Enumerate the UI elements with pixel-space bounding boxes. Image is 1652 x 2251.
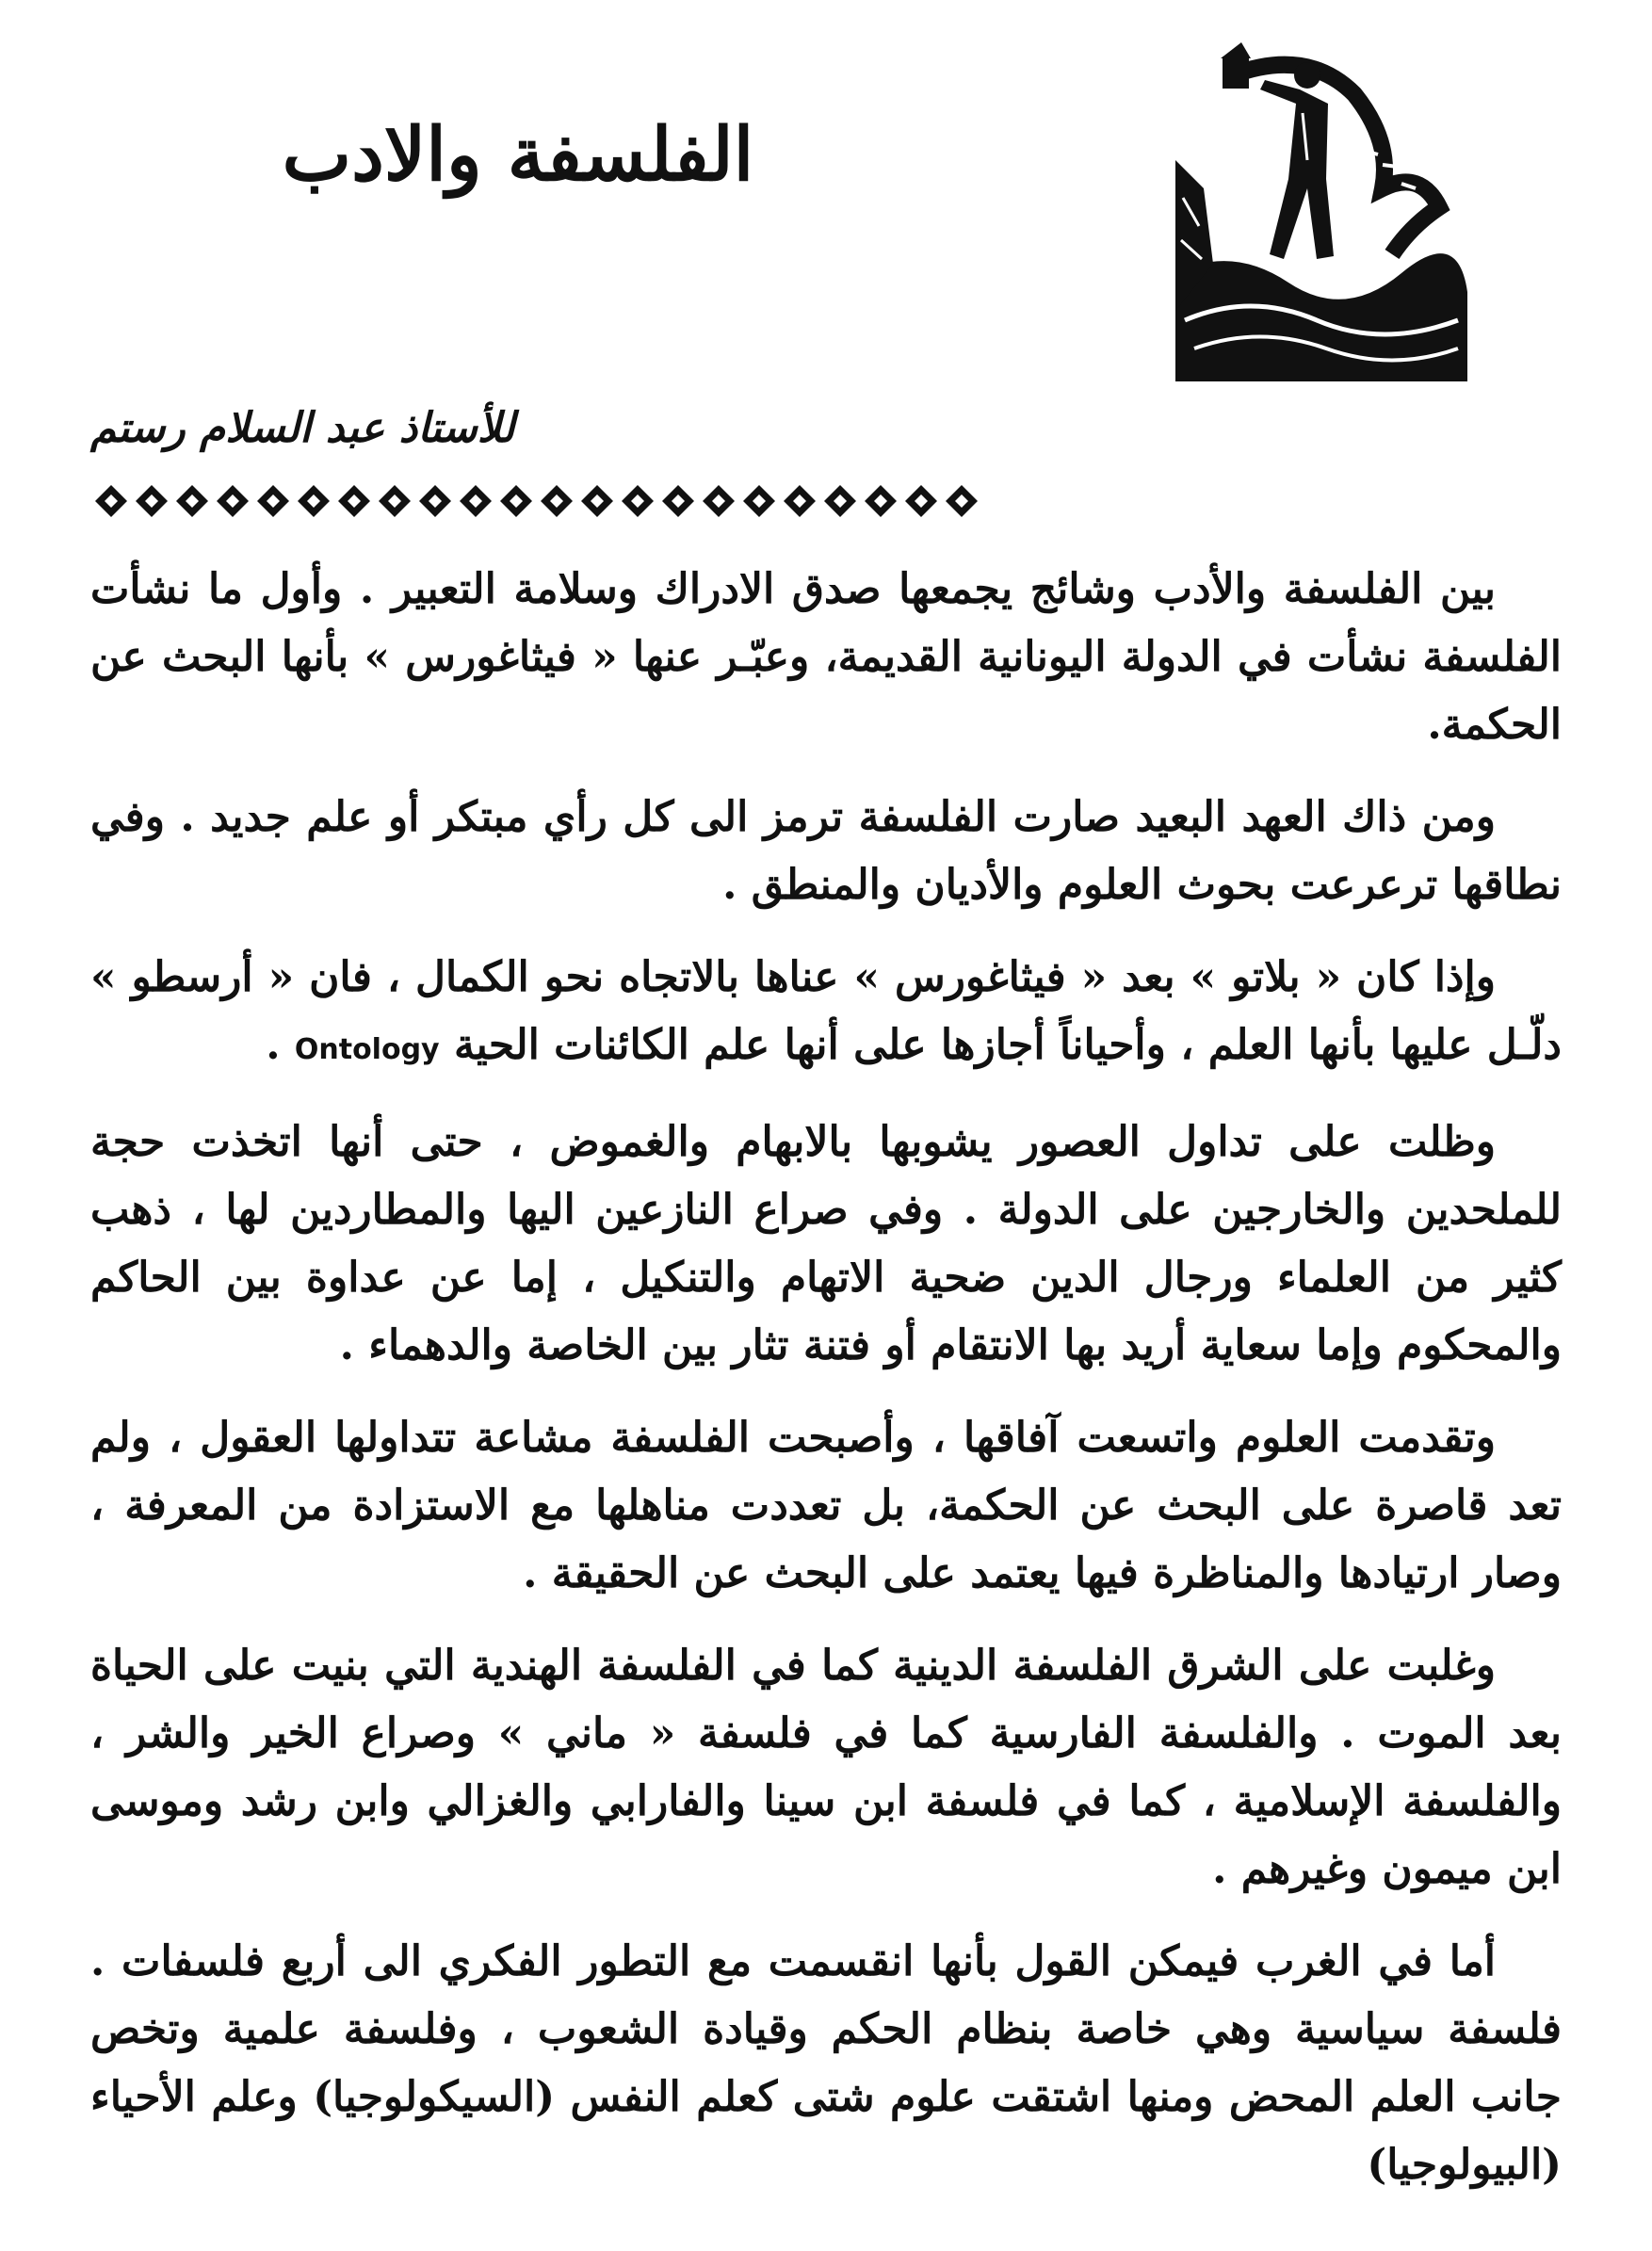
ontology-term: Ontology (294, 1033, 440, 1066)
paragraph-5: وتقدمت العلوم واتسعت آفاقها ، وأصبحت الفلسفة مشاعة تتداولها العقول ، ولم تعد قاصرة على البحث عن الحكمة، بل تعددت مناهلها مع الاستزادة من المعرفة ، وصار ارتيادها والمناظرة فيها يعتمد على البحث عن الحقيقة . (90, 1414, 1562, 1597)
paragraph-4: وظلت على تداول العصور يشوبها بالابهام والغموض ، حتى أنها اتخذت حجة للملحدين والخارجين على الدولة . وفي صراع النازعين اليها والمطاردين لها ، ذهب كثير من العلماء ورجال الدين ضحية الاتهام والتنكيل ، إما عن عداوة بين الحاكم والمحكوم وإما سعاية أريد بها الانتقام أو فتنة تثار بين الخاصة والدهماء . (90, 1118, 1562, 1369)
diamond-ornament (541, 485, 573, 517)
diamond-ornament (865, 485, 897, 517)
diamond-ornament (257, 485, 289, 517)
torch-bearer-figure-icon (1175, 38, 1467, 381)
article-title: الفلسفة والادب (282, 112, 754, 198)
diamond-ornament (419, 485, 451, 517)
diamond-ornament (581, 485, 613, 517)
diamond-ornament (622, 485, 654, 517)
paragraph-3 (90, 944, 1562, 1084)
diamond-ornament (136, 485, 168, 517)
diamond-ornament (824, 485, 856, 517)
diamond-ornament-row-icon (90, 482, 1032, 520)
diamond-ornament (298, 485, 330, 517)
diamond-ornament (460, 485, 492, 517)
paragraph-3-tail: . (266, 1021, 295, 1069)
diamond-ornament (379, 485, 411, 517)
paragraph-1: بين الفلسفة والأدب وشائج يجمعها صدق الادراك وسلامة التعبير . وأول ما نشأت الفلسفة نشأت في الدولة اليونانية القديمة، وعبّـر عنها « فيثاغورس » بأنها البحث عن الحكمة. (90, 565, 1562, 749)
article-body (90, 556, 1562, 2224)
diamond-ornament (784, 485, 816, 517)
paragraph-7: أما في الغرب فيمكن القول بأنها انقسمت مع التطور الفكري الى أربع فلسفات . فلسفة سياسية وهي خاصة بنظام الحكم وقيادة الشعوب ، وفلسفة علمية وتخص جانب العلم المحض ومنها اشتقت علوم شتى كعلم النفس (السيكولوجيا) وعلم الأحياء (البيولوجيا) (90, 1937, 1562, 2189)
diamond-ornament (703, 485, 735, 517)
diamond-ornament (662, 485, 694, 517)
diamond-ornament (176, 485, 208, 517)
diamond-ornament (905, 485, 937, 517)
paragraph-3-text: وإذا كان « بلاتو » بعد « فيثاغورس » عناها بالاتجاه نحو الكمال ، فان « أرسطو » دلّـل عليها بأنها العلم ، وأحياناً أجازها على أنها علم الكائنات الحية (90, 953, 1562, 1069)
author-byline: للأستاذ عبد السلام رستم (90, 404, 515, 452)
diamond-ornament (338, 485, 370, 517)
paragraph-2: ومن ذاك العهد البعيد صارت الفلسفة ترمز الى كل رأي مبتكر أو علم جديد . وفي نطاقها ترعرعت بحوث العلوم والأديان والمنطق . (90, 793, 1562, 909)
diamond-ornament (500, 485, 532, 517)
diamond-ornament (743, 485, 775, 517)
diamond-ornament (217, 485, 249, 517)
diamond-ornament (946, 485, 978, 517)
paragraph-6: وغلبت على الشرق الفلسفة الدينية كما في الفلسفة الهندية التي بنيت على الحياة بعد الموت . والفلسفة الفارسية كما في فلسفة « ماني » وصراع الخير والشر ، والفلسفة الإسلامية ، كما في فلسفة ابن سينا والفارابي والغزالي وابن رشد وموسى ابن ميمون وغيرهم . (90, 1642, 1562, 1893)
diamond-ornament (95, 485, 127, 517)
